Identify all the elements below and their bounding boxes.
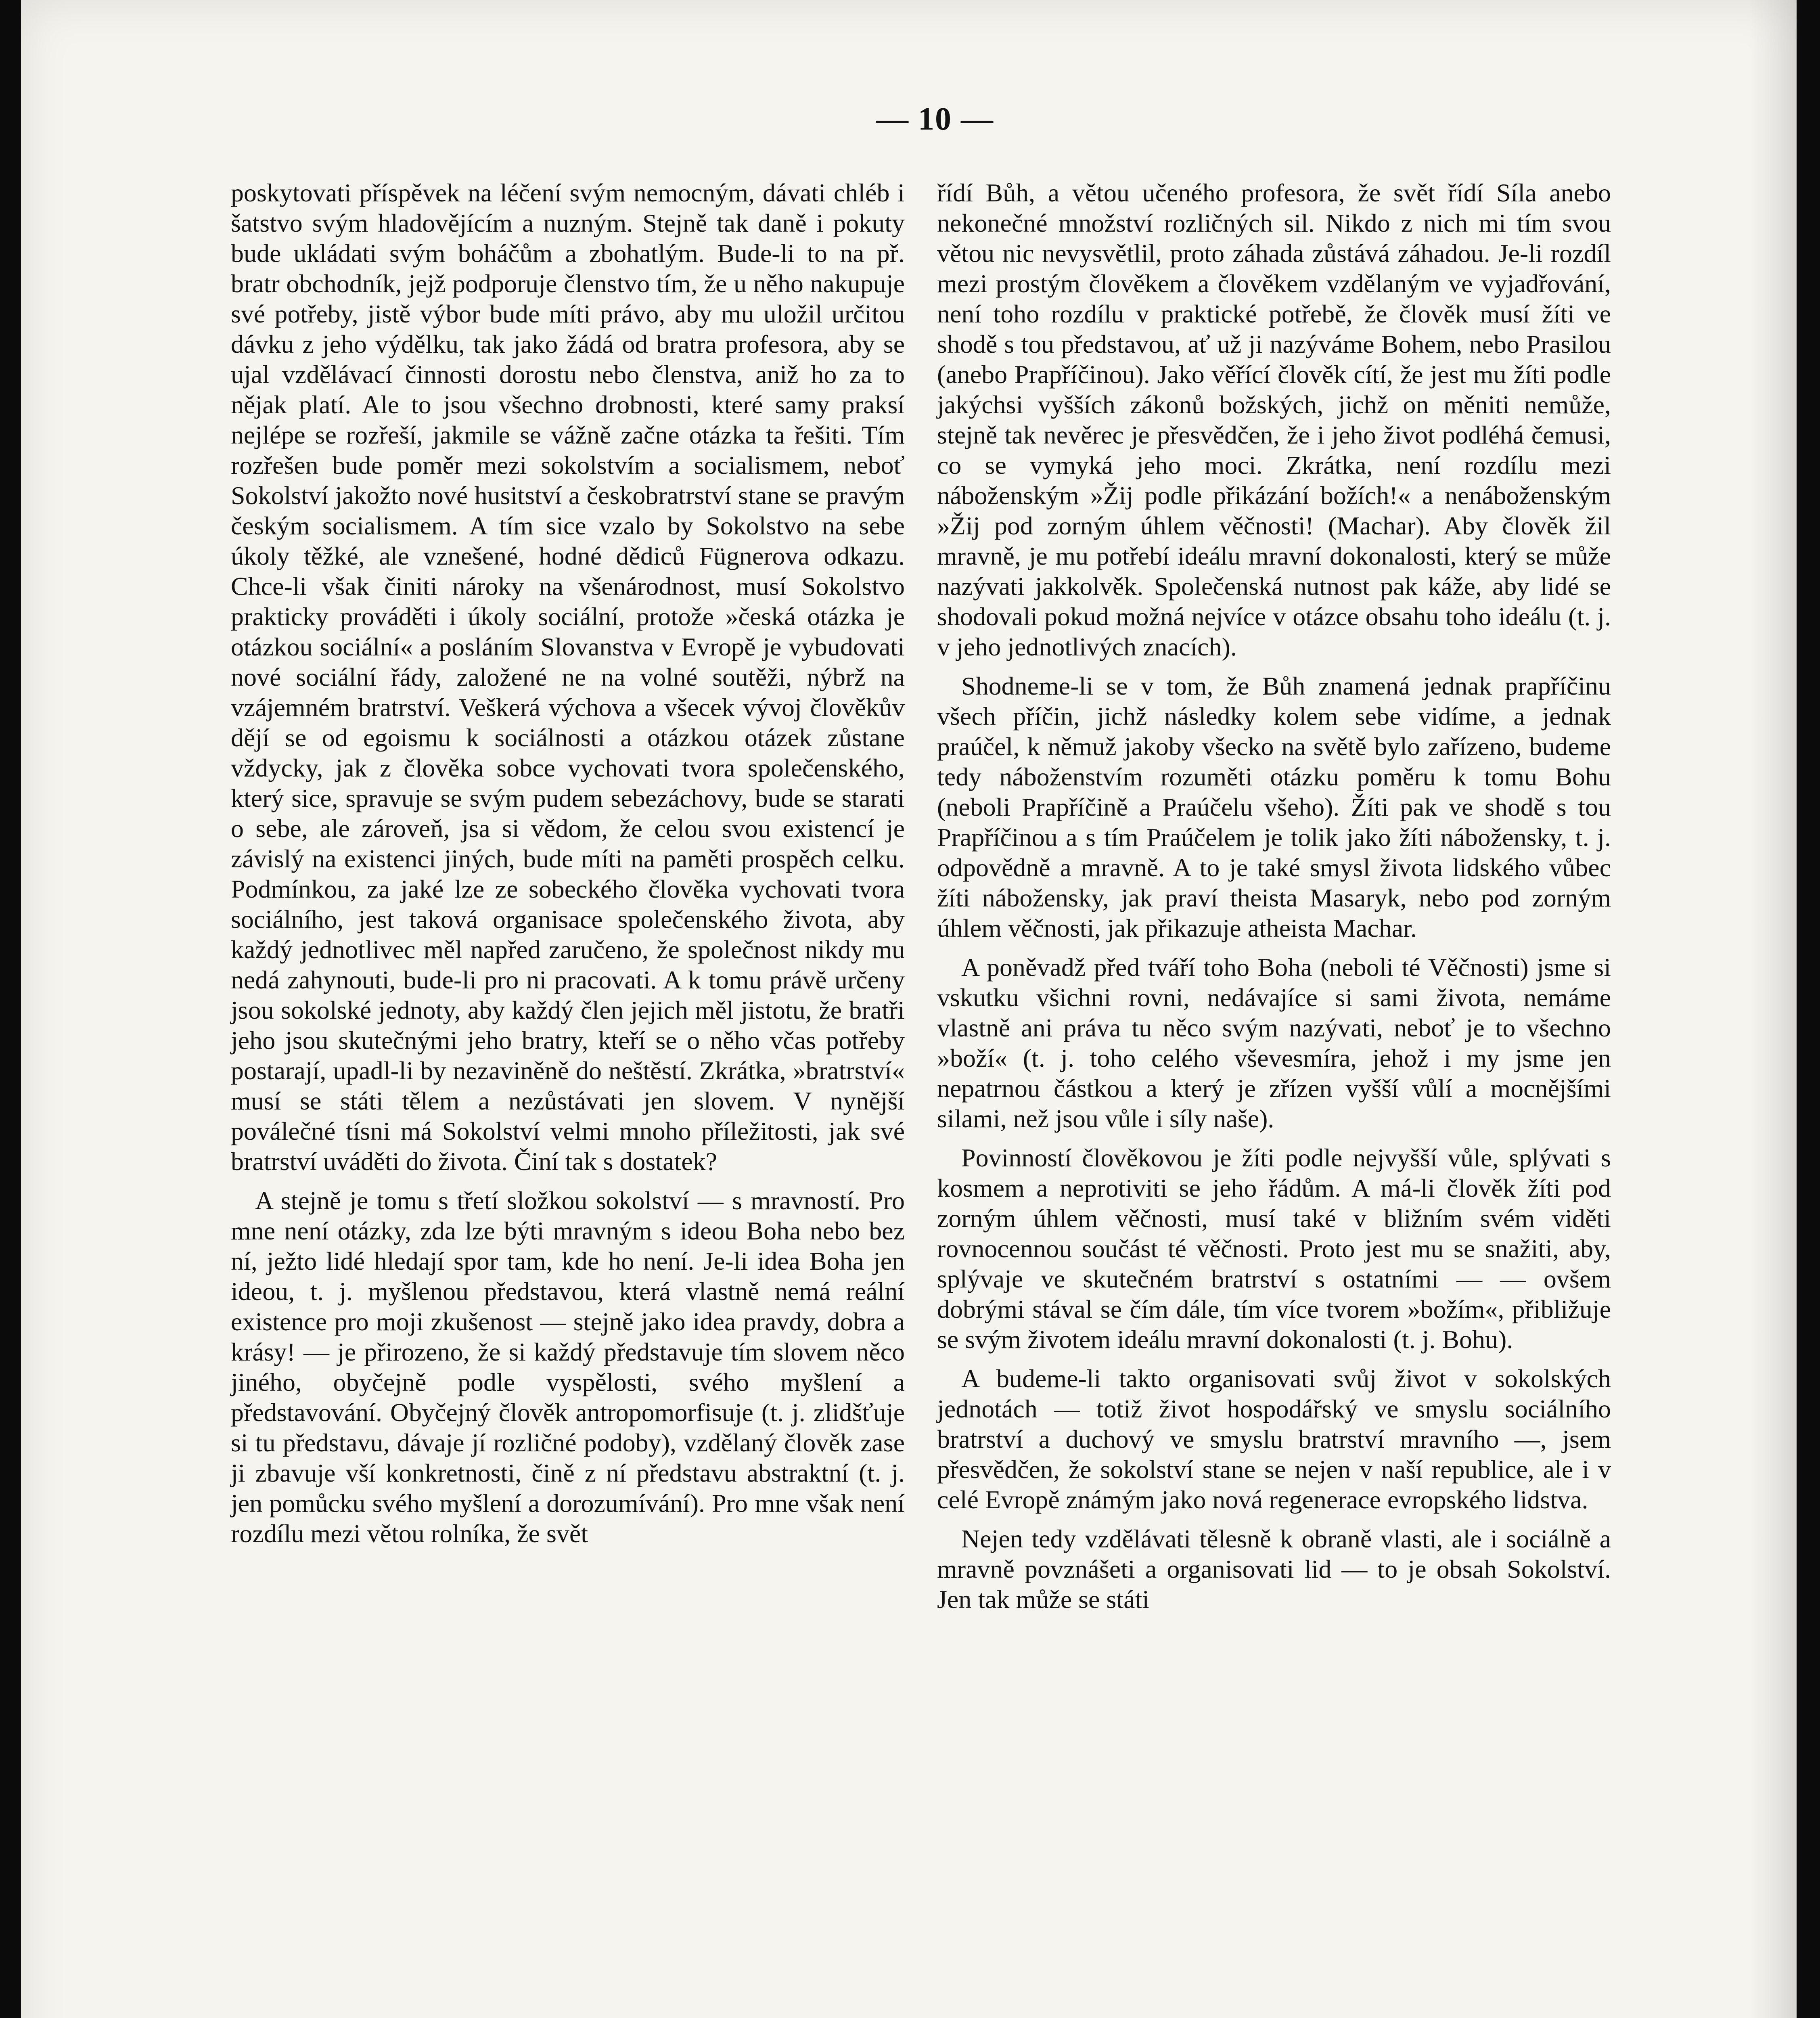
- paragraph: A budeme-li takto organisovati svůj život v sokolských jednotách — totiž život hospodářský ve smyslu sociálního bratrství a duchový ve smyslu bratrství mravního —, jsem přesvědčen, že sokolství stane se nejen v naší republice, ale i v celé Evropě známým jako nová regenerace evropského lidstva.: [937, 1364, 1611, 1514]
- paragraph: Povinností člověkovou je žíti podle nejvyšší vůle, splývati s kosmem a neprotiviti se jeho řádům. A má-li člověk žíti pod zorným úhlem věčnosti, musí také v bližním svém viděti rovnocennou součást té věčnosti. Proto jest mu se snažiti, aby, splývaje ve skutečném bratrství s ostatními — — ovšem dobrými stával se čím dále, tím více tvorem »božím«, přibližuje se svým životem ideálu mravní dokonalosti (t. j. Bohu).: [937, 1143, 1611, 1354]
- paragraph: Shodneme-li se v tom, že Bůh znamená jednak prapříčinu všech příčin, jichž následky kolem sebe vidíme, a jednak praúčel, k němuž jakoby všecko na světě bylo zařízeno, budeme tedy náboženstvím rozuměti otázku poměru k tomu Bohu (neboli Prapříčině a Praúčelu všeho). Žíti pak ve shodě s tou Prapříčinou a s tím Praúčelem je tolik jako žíti nábožensky, t. j. odpovědně a mravně. A to je také smysl života lidského vůbec žíti nábožensky, jak praví theista Masaryk, nebo pod zorným úhlem věčnosti, jak přikazuje atheista Machar.: [937, 672, 1611, 942]
- paragraph: řídí Bůh, a větou učeného profesora, že svět řídí Síla anebo nekonečné množství rozličných sil. Nikdo z nich mi tím svou větou nic nevysvětlil, proto záhada zůstává záhadou. Je-li rozdíl mezi prostým člověkem a člověkem vzdělaným ve vyjadřování, není toho rozdílu v praktické potřebě, že člověk musí žíti ve shodě s tou představou, ať už ji nazýváme Bohem, nebo Prasilou (anebo Prapříčinou). Jako věřící člověk cítí, že jest mu žíti podle jakýchsi vyšších zákonů božských, jichž on měniti nemůže, stejně tak nevěrec je přesvědčen, že i jeho život podléhá čemusi, co se vymyká jeho moci. Zkrátka, není rozdílu mezi náboženským »Žij podle přikázání božích!« a nenáboženským »Žij pod zorným úhlem věčnosti! (Machar). Aby člověk žil mravně, je mu potřebí ideálu mravní dokonalosti, který se může nazývati jakkolvěk. Společenská nutnost pak káže, aby lidé se shodovali pokud možná nejvíce v otázce obsahu toho ideálu (t. j. v jeho jednotlivých znacích).: [937, 178, 1611, 661]
- page-number: — 10 —: [876, 101, 994, 137]
- paragraph: A poněvadž před tváří toho Boha (neboli té Věčnosti) jsme si vskutku všichni rovni, nedávajíce si sami života, nemáme vlastně ani práva tu něco svým nazývati, neboť je to všechno »boží« (t. j. toho celého vševesmíra, jehož i my jsme jen nepatrnou částkou a který je zřízen vyšší vůlí a mocnějšími silami, než jsou vůle i síly naše).: [937, 953, 1611, 1133]
- page-edge-shadow: [1748, 0, 1797, 2018]
- left-text-column: [231, 178, 905, 1557]
- paragraph: A stejně je tomu s třetí složkou sokolství — s mravností. Pro mne není otázky, zda lze býti mravným s ideou Boha nebo bez ní, ježto lidé hledají spor tam, kde ho není. Je-li idea Boha jen ideou, t. j. myšlenou představou, která vlastně nemá reální existence pro moji zkušenost — stejně jako idea pravdy, dobra a krásy! — je přirozeno, že si každý představuje tím slovem něco jiného, obyčejně podle vyspělosti, svého myšlení a představování. Obyčejný člověk antropomorfisuje (t. j. zlidšťuje si tu představu, dávaje jí rozličné podoby), vzdělaný člověk zase ji zbavuje vší konkretnosti, čině z ní představu abstraktní (t. j. jen pomůcku svého myšlení a dorozumívání). Pro mne však není rozdílu mezi větou rolníka, že svět: [231, 1186, 905, 1548]
- paragraph: Nejen tedy vzdělávati tělesně k obraně vlasti, ale i sociálně a mravně povznášeti a organisovati lid — to je obsah Sokolství. Jen tak může se státi: [937, 1524, 1611, 1614]
- document-page: [21, 0, 1797, 2018]
- right-text-column: [937, 178, 1611, 1623]
- paragraph: poskytovati příspěvek na léčení svým nemocným, dávati chléb i šatstvo svým hladovějícím a nuzným. Stejně tak daně i pokuty bude ukládati svým boháčům a zbohatlým. Bude-li to na př. bratr obchodník, jejž podporuje členstvo tím, že u něho nakupuje své potřeby, jistě výbor bude míti právo, aby mu uložil určitou dávku z jeho výdělku, tak jako žádá od bratra profesora, aby se ujal vzdělávací činnosti dorostu nebo členstva, aniž ho za to nějak platí. Ale to jsou všechno drobnosti, které samy praksí nejlépe se rozřeší, jakmile se vážně začne otázka ta řešiti. Tím rozřešen bude poměr mezi sokolstvím a socialismem, neboť Sokolství jakožto nové husitství a českobratrství stane se pravým českým socialismem. A tím sice vzalo by Sokolstvo na sebe úkoly těžké, ale vznešené, hodné dědiců Fügnerova odkazu. Chce-li však činiti nároky na všenárodnost, musí Sokolstvo prakticky prováděti i úkoly sociální, protože »česká otázka je otázkou sociální« a posláním Slovanstva v Evropě je vybudovati nové sociální řády, založené ne na volné soutěži, nýbrž na vzájemném bratrství. Veškerá výchova a všecek vývoj člověkův dějí se od egoismu k sociálnosti a otázkou otázek zůstane vždycky, jak z člověka sobce vychovati tvora společenského, který sice, spravuje se svým pudem sebezáchovy, bude se starati o sebe, ale zároveň, jsa si vědom, že celou svou existencí je závislý na existenci jiných, bude míti na paměti prospěch celku. Podmínkou, za jaké lze ze sobeckého člověka vychovati tvora sociálního, jest taková organisace společenského života, aby každý jednotlivec měl napřed zaručeno, že společnost nikdy mu nedá zahynouti, bude-li pro ni pracovati. A k tomu právě určeny jsou sokolské jednoty, aby každý člen jejich měl jistotu, že bratři jeho jsou skutečnými jeho bratry, kteří se o něho včas potřeby postarají, upadl-li by nezaviněně do neštěstí. Zkrátka, »bratrství« musí se státi tělem a nezůstávati jen slovem. V nynější poválečné tísni má Sokolství velmi mnoho příležitosti, jak své bratrství uváděti do života. Činí tak s dostatek?: [231, 178, 905, 1176]
